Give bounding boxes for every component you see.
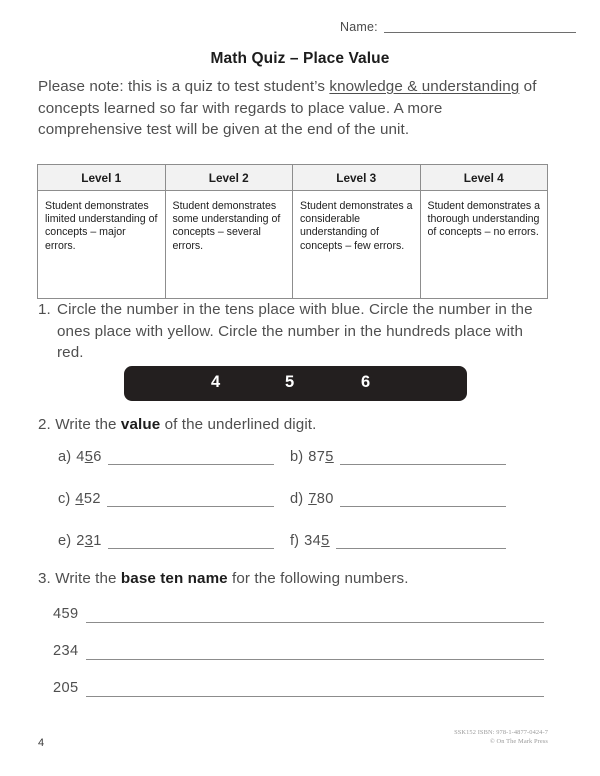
number-bar-digit-hundreds[interactable]: 4 [211,373,221,391]
item-number-205: 205 [53,680,79,696]
question-1-text: Circle the number in the tens place with blue. Circle the number in the ones place with yellow. Circle the number in the hundreds place with red. [57,301,533,361]
question-2-answer-grid [58,449,538,575]
page-number: 4 [38,737,45,749]
question-2-row [58,449,538,491]
question-3-item-1 [53,606,544,643]
item-label-c: c) [58,491,71,507]
question-2-item-d [290,491,522,533]
intro-paragraph [38,76,550,141]
rubric-cell-level-1: Student demonstrates limited understanding of concepts – major errors. [38,191,166,299]
rubric-cell-level-2: Student demonstrates some understanding of concepts – several errors. [165,191,293,299]
item-number-234: 234 [53,643,79,659]
item-label-b: b) [290,449,304,465]
answer-blank-b[interactable] [340,449,506,465]
question-1 [38,299,542,364]
item-number-e: 231 [76,533,102,549]
rubric-header-level-3: Level 3 [293,165,421,191]
answer-blank-c[interactable] [107,491,274,507]
question-3-number: 3. [38,570,51,587]
rubric-header-level-1: Level 1 [38,165,166,191]
item-label-e: e) [58,533,72,549]
footer-isbn: SSK152 ISBN: 978-1-4877-0424-7 [454,729,548,736]
answer-blank-234[interactable] [86,643,544,660]
rubric-cell-level-4: Student demonstrates a thorough understanding of concepts – no errors. [420,191,548,299]
item-number-a: 456 [76,449,102,465]
question-3 [38,568,538,590]
item-label-d: d) [290,491,304,507]
answer-blank-a[interactable] [108,449,274,465]
question-2-item-a [58,449,290,491]
item-number-459: 459 [53,606,79,622]
number-bar [124,366,467,401]
answer-blank-f[interactable] [336,533,506,549]
rubric-header-level-2: Level 2 [165,165,293,191]
question-3-item-2 [53,643,544,680]
question-2-text-bold: value [120,416,161,433]
question-3-text-before: Write the [55,570,121,587]
name-input-blank[interactable] [384,19,576,33]
rubric-body-row [38,191,548,299]
question-2-row [58,491,538,533]
question-2-text-before: Write the [55,416,121,433]
intro-part-1: Please note: this is a quiz to test student’s [38,78,330,95]
number-bar-digit-ones[interactable]: 6 [361,373,371,391]
footer-copyright: © On The Mark Press [489,737,548,745]
question-2-item-b [290,449,522,491]
item-number-c: 452 [75,491,101,507]
question-1-number: 1. [38,301,51,318]
question-2 [38,414,538,436]
name-label: Name: [340,19,378,34]
question-3-item-3 [53,680,544,717]
question-2-text-after: of the underlined digit. [160,416,317,433]
rubric-cell-level-3: Student demonstrates a considerable understanding of concepts – few errors. [293,191,421,299]
intro-underlined-1: knowledge & [329,78,422,95]
name-field-row [340,19,576,33]
intro-part-2: of concepts learned so far with regards to place value. A more comprehensive test will be given at the end of the unit. [38,78,537,139]
question-3-text-after: for the following numbers. [227,570,409,587]
rubric-header-level-4: Level 4 [420,165,548,191]
rubric-header-row [38,165,548,191]
number-bar-digit-tens[interactable]: 5 [285,373,295,391]
item-number-d: 780 [308,491,334,507]
item-label-a: a) [58,449,72,465]
item-number-b: 875 [308,449,334,465]
answer-blank-d[interactable] [340,491,506,507]
question-3-answer-list [53,606,544,717]
item-number-f: 345 [304,533,330,549]
item-label-f: f) [290,533,300,549]
question-3-text-bold: base ten name [120,570,228,587]
rubric-table [37,164,548,299]
answer-blank-459[interactable] [86,606,544,623]
question-2-number: 2. [38,416,51,433]
question-2-item-c [58,491,290,533]
page-title: Math Quiz – Place Value [210,50,390,67]
footer-credit [454,729,548,746]
answer-blank-205[interactable] [86,680,544,697]
intro-underlined-2: understanding [421,78,520,95]
answer-blank-e[interactable] [108,533,274,549]
